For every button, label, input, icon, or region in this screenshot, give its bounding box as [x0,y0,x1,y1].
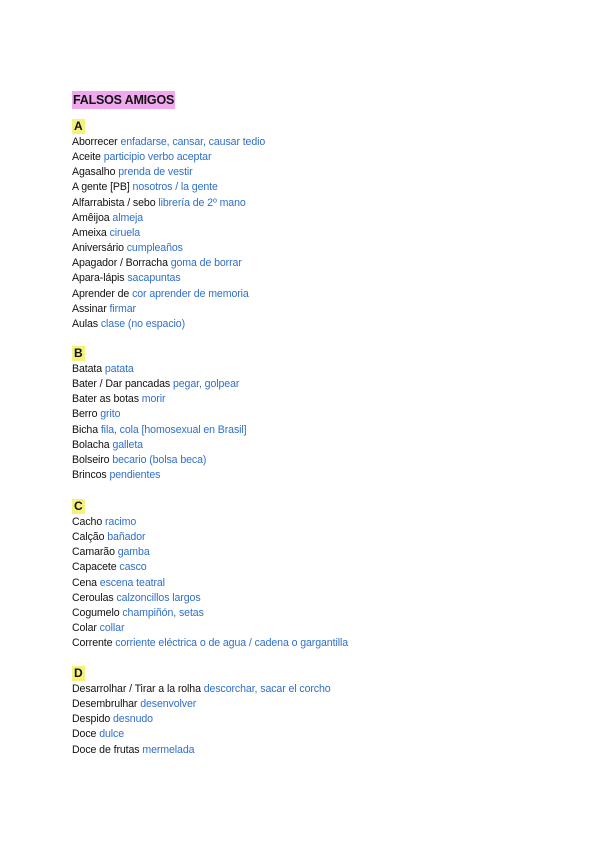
entry-term: Bicha [72,423,98,436]
entry-translation: morir [141,393,166,406]
entry-translation: mermelada [142,743,195,756]
entry-row [72,423,247,438]
entry-row [72,530,348,545]
entry-translation: pendientes [109,469,161,482]
entry-term: Brincos [72,469,107,482]
entry-term: Corrente [72,637,113,650]
entry-term: Desembrulhar [72,698,138,711]
entry-row [72,468,247,483]
entry-row [72,392,247,407]
entry-translation: collar [99,622,125,635]
entry-row [72,226,265,241]
entry-term: Camarão [72,546,115,559]
entry-translation: gamba [117,546,150,559]
entry-term: Aceite [72,151,101,164]
entry-term: Bater as botas [72,393,139,406]
entry-translation: cor aprender de memoria [132,287,249,300]
entry-row [72,727,331,742]
entry-translation: desenvolver [140,698,197,711]
entry-translation: racimo [104,516,137,528]
entry-translation: enfadarse, cansar, causar tedio [120,136,266,148]
entry-term: Aborrecer [72,136,118,148]
entry-term: Desarrolhar / Tirar a la rolha [72,683,201,695]
entry-translation: participio verbo aceptar [103,151,212,164]
entry-term: Doce [72,728,97,741]
entry-row [72,545,348,560]
entry-translation: dulce [99,728,125,741]
entry-term: Doce de frutas [72,743,140,756]
section-c [72,497,348,651]
entry-row [72,180,265,195]
entry-translation: almeja [112,211,144,224]
entry-term: Bater / Dar pancadas [72,378,171,391]
entry-translation: becario (bolsa beca) [112,453,207,466]
entry-term: Alfarrabista / sebo [72,196,156,209]
entry-row [72,362,247,377]
entry-translation: goma de borrar [170,257,242,270]
entry-translation: grito [100,408,121,421]
entry-translation: nosotros / la gente [132,181,218,194]
entry-row [72,287,265,302]
entry-row [72,453,247,468]
entry-translation: firmar [109,302,136,315]
entry-translation: ciruela [109,226,141,239]
entry-row [72,606,348,621]
entry-row [72,377,247,392]
entry-translation: corriente eléctrica o de agua / cadena o gargantilla [115,637,348,650]
entry-translation: bañador [107,531,146,544]
entry-row [72,196,265,211]
entry-translation: calzoncillos largos [116,591,201,604]
entry-row [72,636,348,651]
entry-row [72,591,348,606]
entry-term: Cacho [72,516,103,528]
entry-translation: cumpleaños [126,242,183,255]
section-d [72,664,331,758]
entry-row [72,743,331,758]
entry-row [72,317,265,332]
entry-row [72,560,348,575]
entry-row [72,438,247,453]
entry-translation: escena teatral [99,576,165,589]
entry-row [72,256,265,271]
entry-row [72,150,265,165]
entry-translation: desnudo [113,713,153,726]
entry-term: Assinar [72,302,107,315]
entry-row [72,271,265,286]
entry-row [72,515,348,530]
entry-row [72,211,265,226]
entry-translation: fila, cola [homosexual en Brasil] [100,423,247,436]
entry-term: Despido [72,713,111,726]
section-b [72,344,247,483]
entry-translation: casco [119,561,147,574]
entry-row [72,241,265,256]
entry-translation: pegar, golpear [172,378,240,391]
entry-term: Aulas [72,317,98,330]
entry-term: Bolseiro [72,453,110,466]
entry-row [72,165,265,180]
entry-term: Apagador / Borracha [72,257,168,270]
entry-translation: patata [104,363,134,375]
entry-row [72,135,265,150]
entry-term: Bolacha [72,438,110,451]
entry-row [72,697,331,712]
entry-term: Colar [72,622,97,635]
entry-term: Agasalho [72,166,116,179]
section-letter: A [74,119,83,133]
entry-term: Ameixa [72,226,107,239]
entry-row [72,682,331,697]
entry-translation: galleta [112,438,143,451]
entry-term: Cena [72,576,97,589]
entry-term: Ceroulas [72,591,114,604]
entry-row [72,407,247,422]
entry-term: Capacete [72,561,117,574]
entry-row [72,712,331,727]
section-letter: D [74,666,83,680]
entry-term: Aprender de [72,287,130,300]
entry-translation: champiñón, setas [122,606,204,619]
document-title: FALSOS AMIGOS [73,93,175,107]
entry-row [72,621,348,636]
entry-term: Aniversário [72,242,124,255]
entry-term: Apara-lápis [72,272,125,285]
entry-term: Berro [72,408,98,421]
entry-row [72,302,265,317]
entry-term: Calção [72,531,105,544]
entry-term: Batata [72,363,103,375]
entry-term: Cogumelo [72,606,120,619]
entry-translation: librería de 2º mano [158,196,246,209]
entry-translation: prenda de vestir [118,166,193,179]
entry-translation: clase (no espacio) [100,317,186,330]
entry-row [72,576,348,591]
section-letter: B [74,346,83,360]
section-letter: C [74,499,83,513]
section-a [72,117,265,332]
entry-translation: sacapuntas [127,272,181,285]
entry-term: A gente [PB] [72,181,130,194]
entry-term: Amêijoa [72,211,110,224]
entry-translation: descorchar, sacar el corcho [203,683,331,695]
